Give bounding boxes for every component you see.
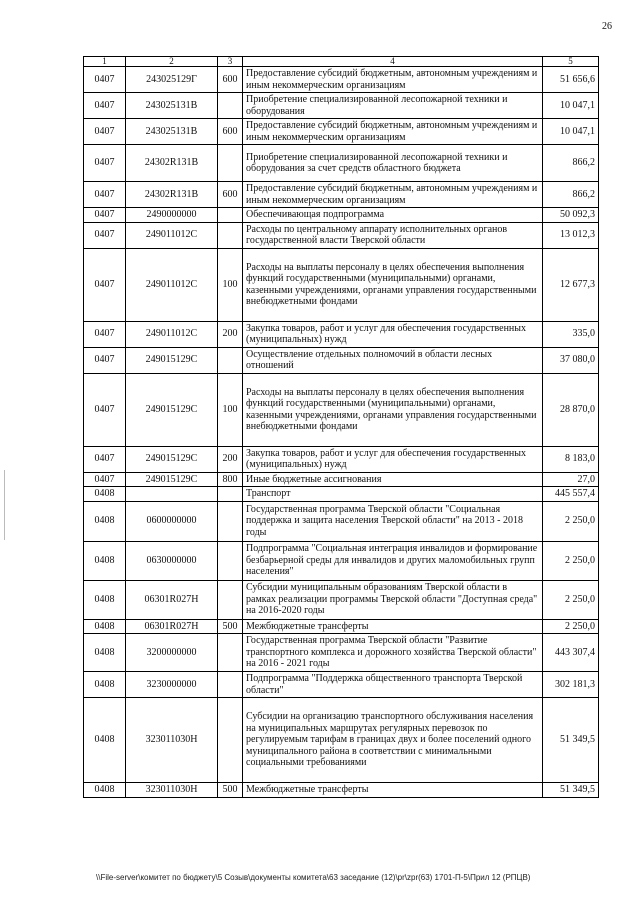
target-code-cell: 24302R131В [126, 145, 218, 182]
target-code-cell: 249015129С [126, 472, 218, 487]
table-row [84, 248, 599, 321]
item-name-cell: Расходы на выплаты персоналу в целях обеспечения выполнения функций государственными (муниципальными) органами, казенными учреждениями, органами управления государственными внебюджетными фондами [243, 373, 543, 446]
target-code-cell [126, 487, 218, 502]
file-path-footer: \\File-server\комитет по бюджету\5 Созыв\документы комитета\63 заседание (12)\pr\zpr(63) 1701-П-5\Прил 12 (РПЦВ) [96, 873, 531, 882]
expense-type-code-cell [218, 145, 243, 182]
margin-rule [4, 470, 5, 540]
amount-cell: 8 183,0 [543, 446, 599, 472]
item-name-cell: Подпрограмма "Социальная интеграция инвалидов и формирование безбарьерной среды для инвалидов и других маломобильных групп населения" [243, 541, 543, 580]
expense-type-code-cell [218, 672, 243, 698]
table-row [84, 501, 599, 541]
section-code-cell: 0408 [84, 501, 126, 541]
section-code-cell: 0408 [84, 672, 126, 698]
table-row [84, 698, 599, 783]
item-name-cell: Обеспечивающая подпрограмма [243, 208, 543, 223]
item-name-cell: Приобретение специализированной лесопожарной техники и оборудования [243, 93, 543, 119]
amount-cell: 2 250,0 [543, 619, 599, 634]
expense-type-code-cell: 200 [218, 446, 243, 472]
section-code-cell: 0407 [84, 373, 126, 446]
target-code-cell: 243025131В [126, 93, 218, 119]
amount-cell: 28 870,0 [543, 373, 599, 446]
header-cell: 1 [84, 57, 126, 67]
section-code-cell: 0407 [84, 182, 126, 208]
item-name-cell: Межбюджетные трансферты [243, 619, 543, 634]
amount-cell: 2 250,0 [543, 580, 599, 619]
header-row [84, 57, 599, 67]
target-code-cell: 3200000000 [126, 634, 218, 672]
header-cell: 4 [243, 57, 543, 67]
amount-cell: 335,0 [543, 321, 599, 347]
amount-cell: 12 677,3 [543, 248, 599, 321]
table-row [84, 208, 599, 223]
table-row [84, 182, 599, 208]
target-code-cell: 249011012С [126, 222, 218, 248]
table-row [84, 487, 599, 502]
table-row [84, 580, 599, 619]
expense-type-code-cell: 800 [218, 472, 243, 487]
section-code-cell: 0407 [84, 222, 126, 248]
target-code-cell: 249011012С [126, 321, 218, 347]
target-code-cell: 323011030Н [126, 783, 218, 798]
target-code-cell: 249015129С [126, 373, 218, 446]
amount-cell: 443 307,4 [543, 634, 599, 672]
target-code-cell: 243025129Г [126, 67, 218, 93]
target-code-cell: 24302R131В [126, 182, 218, 208]
table-row [84, 446, 599, 472]
section-code-cell: 0407 [84, 145, 126, 182]
table-row [84, 783, 599, 798]
table-row [84, 373, 599, 446]
amount-cell: 13 012,3 [543, 222, 599, 248]
amount-cell: 27,0 [543, 472, 599, 487]
budget-table [83, 56, 599, 798]
expense-type-code-cell: 200 [218, 321, 243, 347]
amount-cell: 2 250,0 [543, 501, 599, 541]
header-cell: 5 [543, 57, 599, 67]
section-code-cell: 0407 [84, 321, 126, 347]
item-name-cell: Иные бюджетные ассигнования [243, 472, 543, 487]
amount-cell: 10 047,1 [543, 119, 599, 145]
expense-type-code-cell [218, 634, 243, 672]
item-name-cell: Приобретение специализированной лесопожарной техники и оборудования за счет средств областного бюджета [243, 145, 543, 182]
expense-type-code-cell [218, 698, 243, 783]
table-row [84, 347, 599, 373]
section-code-cell: 0408 [84, 619, 126, 634]
section-code-cell: 0407 [84, 119, 126, 145]
table-row [84, 222, 599, 248]
expense-type-code-cell [218, 222, 243, 248]
item-name-cell: Расходы по центральному аппарату исполнительных органов государственной власти Тверской области [243, 222, 543, 248]
item-name-cell: Осуществление отдельных полномочий в области лесных отношений [243, 347, 543, 373]
table-row [84, 67, 599, 93]
amount-cell: 445 557,4 [543, 487, 599, 502]
expense-type-code-cell [218, 208, 243, 223]
item-name-cell: Межбюджетные трансферты [243, 783, 543, 798]
section-code-cell: 0407 [84, 472, 126, 487]
expense-type-code-cell: 600 [218, 67, 243, 93]
section-code-cell: 0407 [84, 248, 126, 321]
expense-type-code-cell: 100 [218, 373, 243, 446]
amount-cell: 2 250,0 [543, 541, 599, 580]
table-row [84, 472, 599, 487]
item-name-cell: Предоставление субсидий бюджетным, автономным учреждениям и иным некоммерческим организациям [243, 182, 543, 208]
section-code-cell: 0408 [84, 783, 126, 798]
expense-type-code-cell [218, 580, 243, 619]
expense-type-code-cell [218, 541, 243, 580]
target-code-cell: 249011012С [126, 248, 218, 321]
amount-cell: 10 047,1 [543, 93, 599, 119]
expense-type-code-cell: 600 [218, 182, 243, 208]
amount-cell: 51 349,5 [543, 698, 599, 783]
item-name-cell: Государственная программа Тверской области "Социальная поддержка и защита населения Тверской области" на 2013 - 2018 годы [243, 501, 543, 541]
section-code-cell: 0407 [84, 446, 126, 472]
section-code-cell: 0408 [84, 487, 126, 502]
target-code-cell: 0630000000 [126, 541, 218, 580]
table-row [84, 145, 599, 182]
item-name-cell: Предоставление субсидий бюджетным, автономным учреждениям и иным некоммерческим организациям [243, 119, 543, 145]
section-code-cell: 0407 [84, 67, 126, 93]
item-name-cell: Подпрограмма "Поддержка общественного транспорта Тверской области" [243, 672, 543, 698]
target-code-cell: 2490000000 [126, 208, 218, 223]
table-row [84, 619, 599, 634]
amount-cell: 50 092,3 [543, 208, 599, 223]
expense-type-code-cell [218, 93, 243, 119]
amount-cell: 51 656,6 [543, 67, 599, 93]
section-code-cell: 0408 [84, 698, 126, 783]
amount-cell: 866,2 [543, 182, 599, 208]
target-code-cell: 249015129С [126, 347, 218, 373]
section-code-cell: 0408 [84, 541, 126, 580]
amount-cell: 866,2 [543, 145, 599, 182]
header-cell: 2 [126, 57, 218, 67]
amount-cell: 51 349,5 [543, 783, 599, 798]
section-code-cell: 0408 [84, 580, 126, 619]
table-row [84, 321, 599, 347]
item-name-cell: Государственная программа Тверской области "Развитие транспортного комплекса и дорожного хозяйства Тверской области" на 2016 - 2021 годы [243, 634, 543, 672]
target-code-cell: 06301R027Н [126, 619, 218, 634]
target-code-cell: 243025131В [126, 119, 218, 145]
section-code-cell: 0407 [84, 93, 126, 119]
section-code-cell: 0407 [84, 347, 126, 373]
item-name-cell: Субсидии муниципальным образованиям Тверской области в рамках реализации программы Тверской области "Доступная среда" на 2016-2020 годы [243, 580, 543, 619]
page-number: 26 [602, 21, 612, 32]
table-row [84, 634, 599, 672]
target-code-cell: 06301R027Н [126, 580, 218, 619]
table-row [84, 541, 599, 580]
amount-cell: 37 080,0 [543, 347, 599, 373]
expense-type-code-cell [218, 347, 243, 373]
table-row [84, 119, 599, 145]
table-row [84, 672, 599, 698]
item-name-cell: Предоставление субсидий бюджетным, автономным учреждениям и иным некоммерческим организациям [243, 67, 543, 93]
section-code-cell: 0407 [84, 208, 126, 223]
expense-type-code-cell [218, 487, 243, 502]
expense-type-code-cell: 600 [218, 119, 243, 145]
section-code-cell: 0408 [84, 634, 126, 672]
expense-type-code-cell: 100 [218, 248, 243, 321]
table-row [84, 93, 599, 119]
item-name-cell: Закупка товаров, работ и услуг для обеспечения государственных (муниципальных) нужд [243, 446, 543, 472]
target-code-cell: 323011030Н [126, 698, 218, 783]
item-name-cell: Субсидии на организацию транспортного обслуживания населения на муниципальных маршрутах регулярных перевозок по регулируемым тарифам в границах двух и более поселений одного муниципального района в соответствии с минимальными социальными требованиями [243, 698, 543, 783]
target-code-cell: 0600000000 [126, 501, 218, 541]
expense-type-code-cell [218, 501, 243, 541]
header-cell: 3 [218, 57, 243, 67]
expense-type-code-cell: 500 [218, 783, 243, 798]
item-name-cell: Транспорт [243, 487, 543, 502]
item-name-cell: Расходы на выплаты персоналу в целях обеспечения выполнения функций государственными (муниципальными) органами, казенными учреждениями, органами управления государственными внебюджетными фондами [243, 248, 543, 321]
amount-cell: 302 181,3 [543, 672, 599, 698]
target-code-cell: 249015129С [126, 446, 218, 472]
target-code-cell: 3230000000 [126, 672, 218, 698]
item-name-cell: Закупка товаров, работ и услуг для обеспечения государственных (муниципальных) нужд [243, 321, 543, 347]
expense-type-code-cell: 500 [218, 619, 243, 634]
